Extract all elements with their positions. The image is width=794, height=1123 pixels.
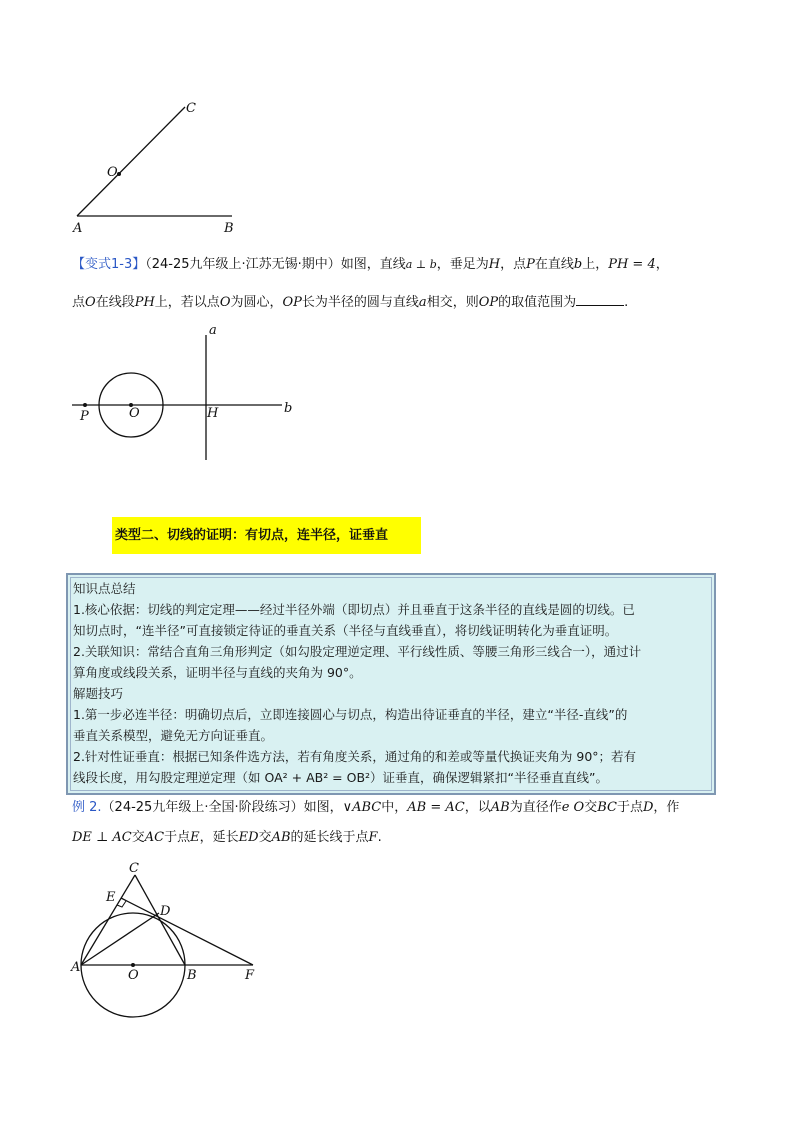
text: 上，: [582, 257, 609, 272]
text: 中，: [381, 800, 408, 815]
label-b: B: [187, 968, 197, 983]
math-var: OP: [282, 295, 302, 310]
point-p: [83, 403, 87, 407]
summary-heading: 知识点总结: [73, 581, 136, 596]
figure-circle-lines: [66, 322, 306, 467]
math-var: ED: [238, 830, 259, 845]
text: 交: [258, 830, 272, 845]
knowledge-summary-box: [66, 573, 716, 795]
summary-line: 2.关联知识：常结合直角三角形判定（如勾股定理逆定理、平行线性质、等腰三角形三线合一），通过计: [73, 644, 642, 659]
summary-line: 垂直关系模型，避免无方向证垂直。: [73, 728, 274, 743]
math-var: AB: [490, 800, 510, 815]
label-o: O: [129, 406, 140, 421]
text: ，垂足为: [436, 257, 489, 272]
label-e: E: [106, 890, 116, 905]
text: 于点: [616, 800, 643, 815]
math-var: P: [526, 257, 535, 272]
variant-source: （24-25九年级上·江苏无锡·期中）: [145, 257, 341, 272]
math-expr: PH = 4: [608, 257, 656, 272]
text: ，点: [500, 257, 527, 272]
text: ，延长: [199, 830, 239, 845]
text: .: [377, 830, 382, 845]
point-o: [131, 963, 135, 967]
text: 于点: [164, 830, 191, 845]
text: 交: [584, 800, 598, 815]
segment-ad: [81, 913, 159, 965]
text: 长为半径的圆与直线: [301, 295, 419, 310]
math-expr: a ⊥ b: [405, 258, 437, 271]
text: 交: [131, 830, 145, 845]
math-var: a: [418, 295, 427, 310]
text: ，以: [464, 800, 491, 815]
text: 点: [72, 295, 86, 310]
summary-line: 算角度或线段关系，证明半径与直线的夹角为 90°。: [73, 665, 362, 680]
example-source: （24-25九年级上·全国·阶段练习）: [101, 800, 304, 815]
label-p: P: [80, 409, 89, 424]
math-expr: DE ⊥ AC: [72, 830, 132, 845]
text: 在直线: [534, 257, 574, 272]
text: 的延长线于点: [290, 830, 369, 845]
summary-line: 知切点时，“连半径”可直接锁定待证的垂直关系（半径与直线垂直），将切线证明转化为垂直证明。: [73, 623, 618, 638]
example-tag: 例 2.: [72, 800, 102, 815]
summary-line: 线段长度，用勾股定理逆定理（如 OA² + AB² = OB²）证垂直，确保逻辑紧扣“半径垂直直线”。: [73, 770, 609, 785]
text: 如图，直线: [340, 257, 406, 272]
text: ，: [655, 257, 669, 272]
math-var: b: [573, 257, 583, 272]
math-var: BC: [597, 800, 617, 815]
math-var: PH: [134, 295, 155, 310]
summary-line: 2.针对性证垂直：根据已知条件选方法，若有角度关系，通过角的和差或等量代换证夹角为 90°；若有: [73, 749, 637, 764]
math-expr: e O: [561, 800, 585, 815]
example-line-1: [72, 799, 679, 817]
math-var: AC: [144, 830, 165, 845]
label-a: A: [73, 221, 83, 236]
label-o: O: [128, 968, 139, 983]
segment-ef: [121, 898, 253, 965]
figure-angle: [60, 95, 260, 240]
text: 为直径作: [509, 800, 562, 815]
variant-line-1: [72, 256, 669, 274]
text: 的取值范围为: [498, 295, 577, 310]
label-a: a: [209, 323, 217, 338]
variant-line-2: [72, 293, 628, 312]
label-o: O: [107, 165, 118, 180]
summary-line: 1.核心依据：切线的判定定理——经过半径外端（即切点）并且垂直于这条半径的直线是圆的切线。已: [73, 602, 635, 617]
answer-blank[interactable]: [576, 293, 624, 306]
figure-triangle-circle: [66, 858, 276, 1023]
segment-cb: [135, 875, 185, 965]
math-var: OP: [478, 295, 499, 310]
text: 相交，则: [426, 295, 479, 310]
text: 如图，: [303, 800, 343, 815]
text: 在线段: [95, 295, 135, 310]
math-var: F: [368, 830, 378, 845]
math-expr: ∨ABC: [342, 800, 382, 815]
summary-heading: 解题技巧: [73, 686, 124, 701]
label-b: B: [224, 221, 234, 236]
math-var: D: [642, 800, 654, 815]
math-var: O: [219, 295, 231, 310]
label-c: C: [186, 101, 196, 116]
text: 上，若以点: [154, 295, 220, 310]
text: 为圆心，: [230, 295, 283, 310]
label-a: A: [71, 960, 81, 975]
math-var: H: [488, 257, 501, 272]
label-h: H: [207, 406, 219, 421]
text: ，作: [653, 800, 680, 815]
math-var: AB: [271, 830, 291, 845]
summary-line: 1.第一步必连半径：明确切点后，立即连接圆心与切点，构造出待证垂直的半径，建立“半径-直线”的: [73, 707, 628, 722]
text: .: [624, 295, 629, 310]
math-var: E: [190, 830, 200, 845]
label-c: C: [129, 861, 139, 876]
math-expr: AB = AC: [407, 800, 465, 815]
label-b: b: [284, 401, 293, 416]
segment-ac: [81, 875, 135, 965]
label-f: F: [245, 968, 255, 983]
type-two-banner: 类型二、切线的证明：有切点，连半径，证垂直: [112, 517, 421, 554]
segment-ac: [77, 107, 185, 216]
math-var: O: [85, 295, 96, 310]
variant-tag: 【变式1-3】: [72, 257, 146, 272]
label-d: D: [160, 904, 171, 919]
example-line-2: [72, 829, 382, 847]
